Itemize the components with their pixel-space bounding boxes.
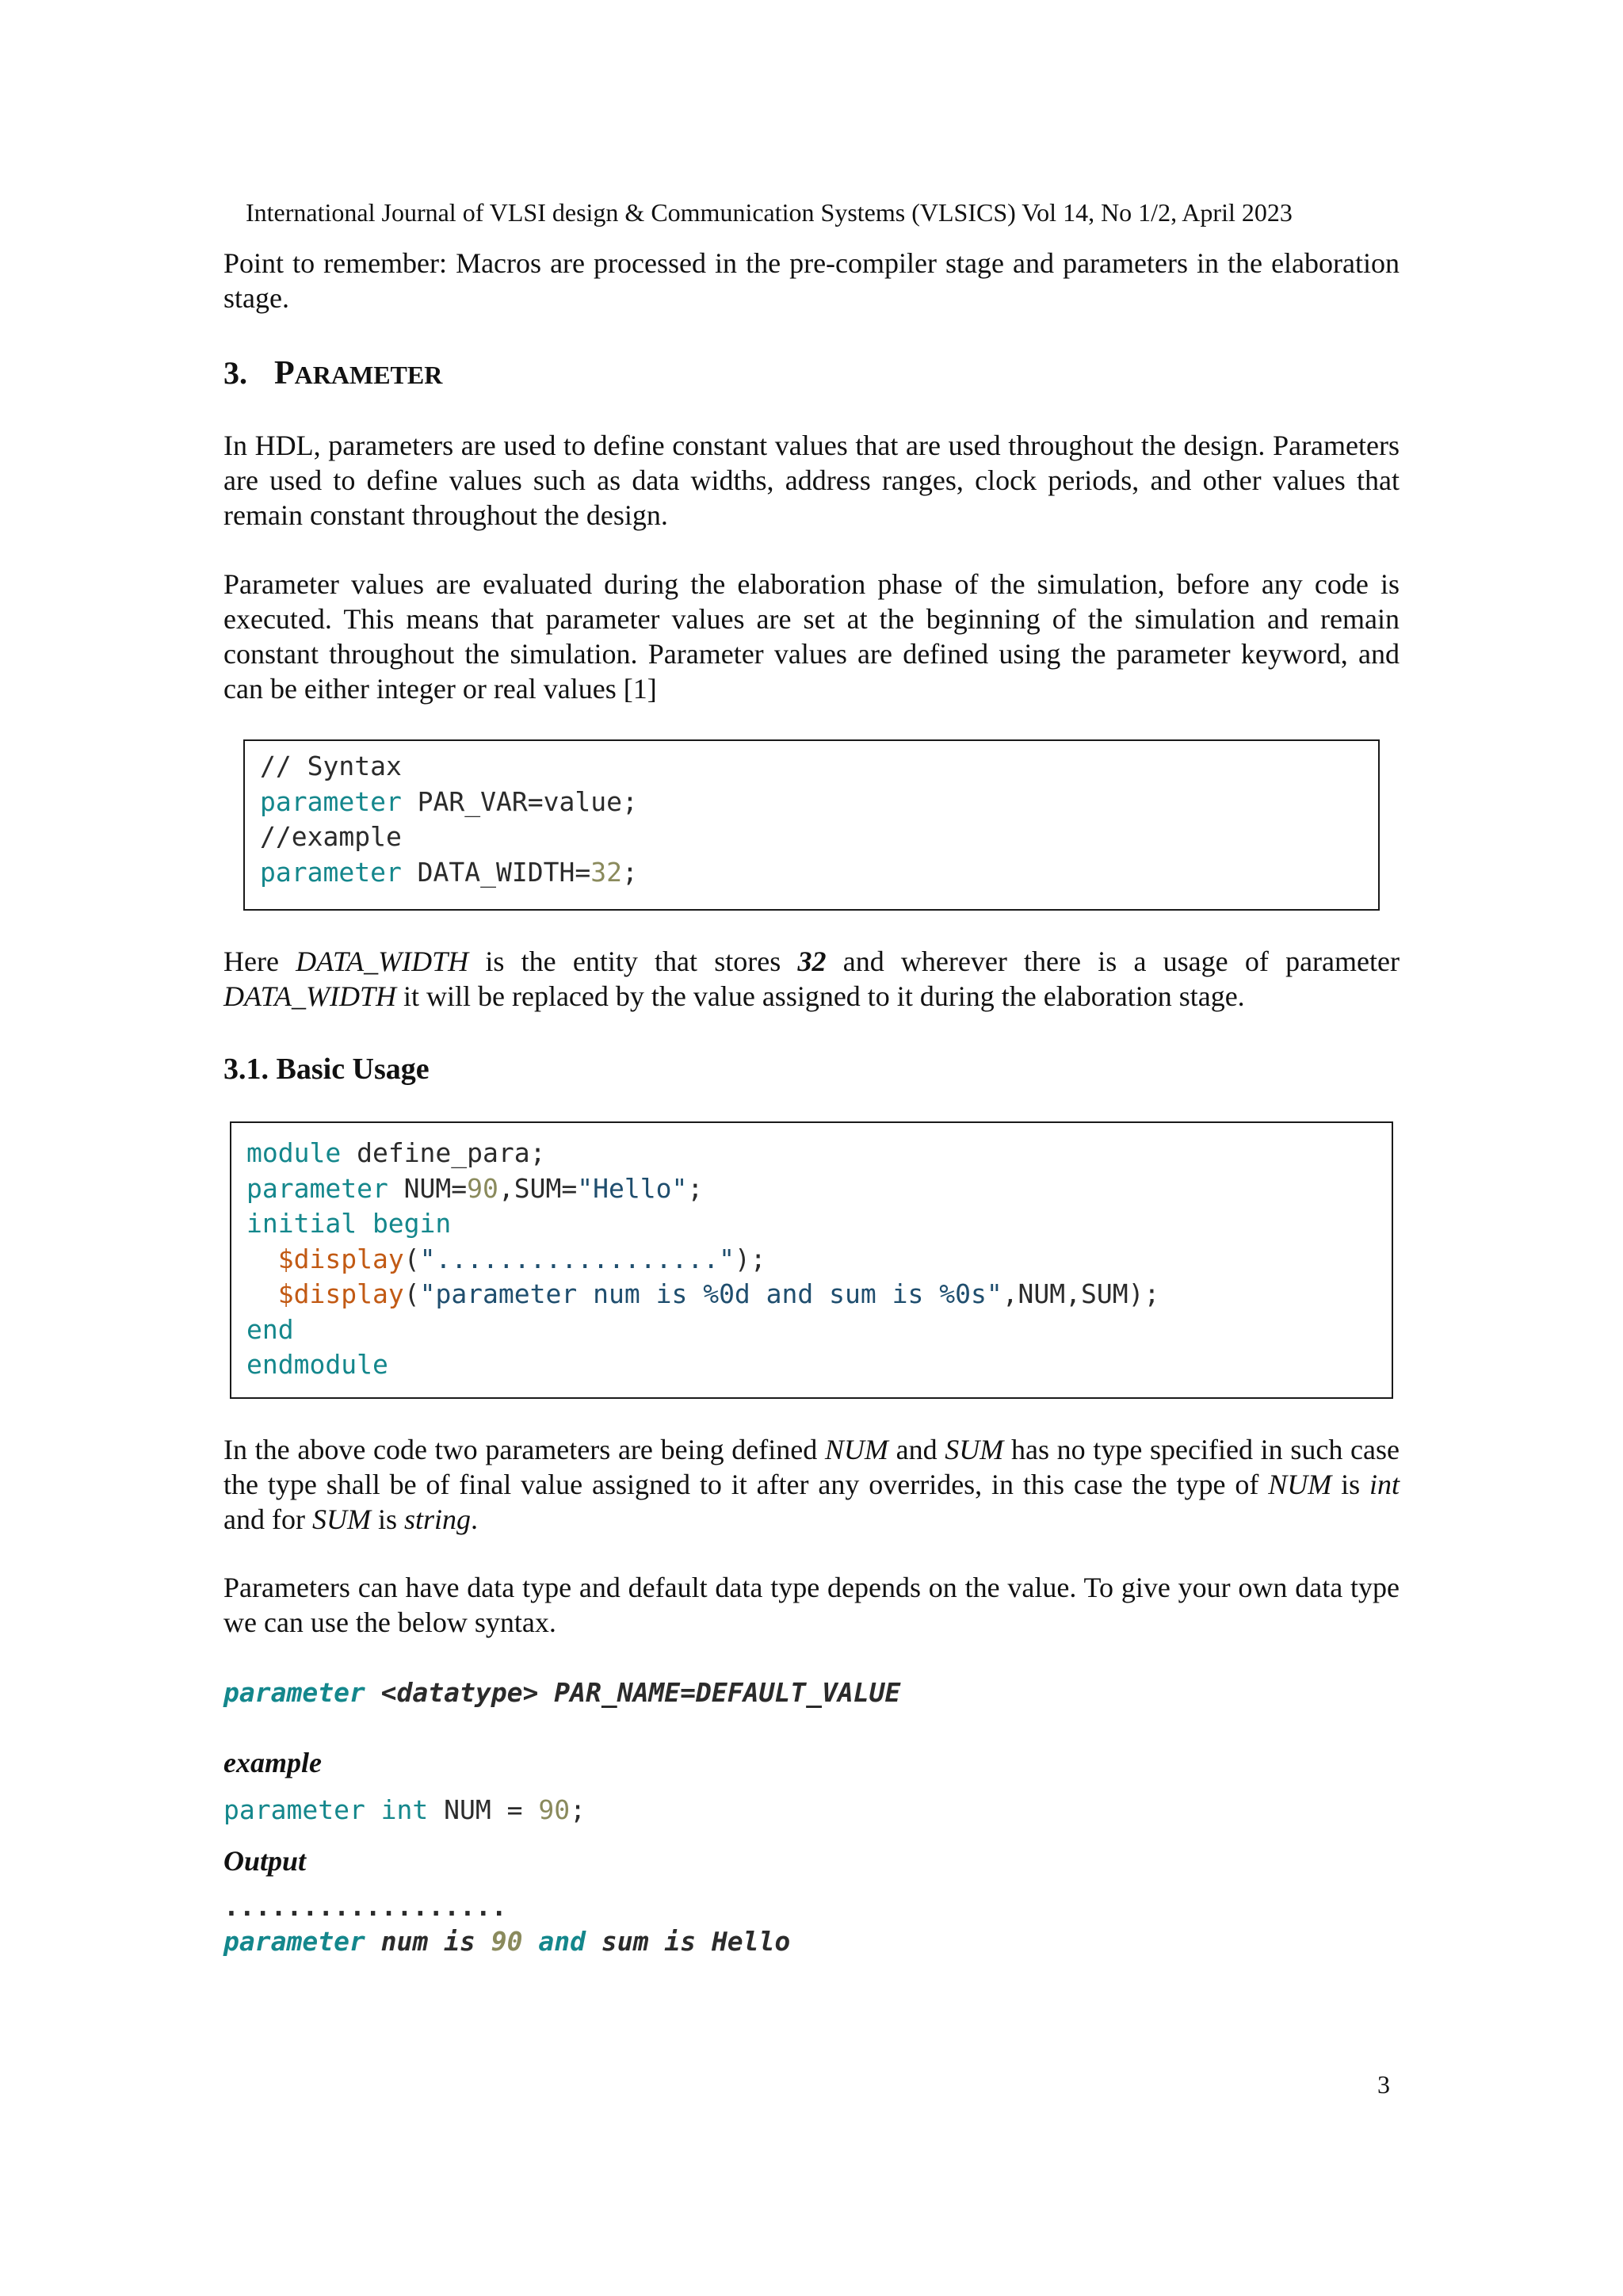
- explain-paragraph-2: [223, 1432, 1400, 1537]
- text-run: is: [1331, 1469, 1369, 1500]
- section-heading: [223, 353, 442, 395]
- code-text: define_para;: [341, 1137, 546, 1168]
- italic-term: NUM: [1268, 1469, 1332, 1500]
- text-run: and wherever there is a usage of parameter: [826, 946, 1400, 977]
- text-run: is: [370, 1503, 404, 1535]
- subsection-heading: 3.1. Basic Usage: [223, 1052, 430, 1086]
- code-keyword: parameter: [223, 1926, 365, 1957]
- italic-term: int: [1369, 1469, 1400, 1500]
- code-keyword: parameter: [223, 1677, 365, 1708]
- code-line: [260, 749, 1378, 785]
- code-text: (: [403, 1243, 420, 1274]
- code-comment: //example: [260, 821, 402, 852]
- code-keyword: parameter: [246, 1172, 388, 1204]
- text-run: has no type specified in such case the type shall be of final value assigned to it after any overrides, in this case the type of: [223, 1434, 1400, 1500]
- output-result-line: [223, 1924, 790, 1959]
- code-text: NUM =: [428, 1794, 539, 1825]
- example-label: example: [223, 1747, 322, 1778]
- running-header: International Journal of VLSI design & Communication Systems (VLSICS) Vol 14, No 1/2, April 2023: [246, 198, 1293, 227]
- code-number: 90: [538, 1794, 571, 1825]
- code-string: "parameter num is %0d and sum is %0s": [419, 1278, 1002, 1309]
- code-string: "..................": [419, 1243, 735, 1274]
- output-label: Output: [223, 1845, 307, 1877]
- code-text: DATA_WIDTH=: [401, 856, 591, 888]
- code-keyword: end: [246, 1313, 294, 1345]
- text-run: is the entity that stores: [468, 946, 798, 977]
- code-text: [523, 1926, 539, 1957]
- italic-term: SUM: [311, 1503, 371, 1535]
- code-text: (: [403, 1278, 420, 1309]
- page-number: 3: [1377, 2070, 1390, 2099]
- code-text: ,SUM=: [498, 1172, 578, 1204]
- code-keyword: parameter: [260, 856, 402, 888]
- remember-paragraph: Point to remember: Macros are processed in the pre-compiler stage and parameters in the elaboration stage.: [223, 247, 1400, 314]
- basic-usage-code-block: [230, 1121, 1393, 1399]
- code-line: [246, 1242, 1392, 1278]
- section-title-initial: P: [274, 355, 295, 392]
- code-line: [246, 1277, 1392, 1312]
- code-line: [246, 1312, 1392, 1348]
- code-keyword: endmodule: [246, 1349, 388, 1380]
- code-text: sum is Hello: [586, 1926, 791, 1957]
- code-keyword: parameter: [260, 785, 402, 817]
- code-line: [260, 819, 1378, 855]
- bold-italic-value: 32: [797, 946, 827, 977]
- code-text: ;: [570, 1794, 586, 1825]
- code-keyword: and: [538, 1926, 586, 1957]
- code-text: );: [734, 1243, 766, 1274]
- code-line: [260, 855, 1378, 891]
- code-line: [246, 1136, 1392, 1171]
- syntax-code-block: [243, 739, 1380, 911]
- code-text: num is: [365, 1926, 491, 1957]
- code-line: [246, 1206, 1392, 1242]
- code-text: NUM=: [388, 1172, 468, 1204]
- code-indent: [246, 1244, 278, 1274]
- text-run: Here: [223, 946, 296, 977]
- explain-paragraph-1: [223, 944, 1400, 1014]
- code-text: <datatype> PAR_NAME=DEFAULT_VALUE: [365, 1677, 901, 1708]
- code-text: ,NUM,SUM);: [1002, 1278, 1160, 1309]
- code-indent: [246, 1278, 278, 1309]
- code-line: [246, 1171, 1392, 1207]
- text-run: and for: [223, 1503, 312, 1535]
- datatype-syntax-line: [223, 1675, 900, 1710]
- code-string: "Hello": [577, 1172, 688, 1204]
- code-comment: // Syntax: [260, 751, 402, 781]
- code-text: ;: [621, 856, 638, 888]
- italic-term: string: [403, 1503, 472, 1535]
- code-text: ;: [687, 1172, 704, 1204]
- code-number: 90: [467, 1172, 498, 1204]
- output-dots-line: ..................: [223, 1891, 507, 1922]
- text-run: .: [471, 1503, 479, 1535]
- italic-term: NUM: [824, 1434, 888, 1465]
- code-keyword: parameter int: [223, 1794, 429, 1825]
- explain-paragraph-3: Parameters can have data type and default data type depends on the value. To give your own data type we can use the below syntax.: [223, 1572, 1400, 1638]
- italic-term: DATA_WIDTH: [296, 946, 469, 977]
- text-run: it will be replaced by the value assigned to it during the elaboration stage.: [396, 980, 1245, 1012]
- section-number: 3.: [223, 355, 247, 391]
- code-text: PAR_VAR=value;: [401, 785, 638, 817]
- text-run: In the above code two parameters are being defined: [223, 1434, 825, 1465]
- code-line: [246, 1347, 1392, 1383]
- section-title-rest: ARAMETER: [294, 361, 443, 389]
- section-paragraph-1: In HDL, parameters are used to define constant values that are used throughout the design. Parameters are used to define values such as data widths, address ranges, clock periods, and other values that remain constant throughout the design.: [223, 430, 1400, 531]
- code-line: [260, 785, 1378, 820]
- section-paragraph-2: Parameter values are evaluated during the elaboration phase of the simulation, before any code is executed. This means that parameter values are set at the beginning of the simulation and remain constant throughout the simulation. Parameter values are defined using the parameter keyword, and can be either integer or real values [1]: [223, 568, 1400, 705]
- italic-term: DATA_WIDTH: [223, 980, 396, 1012]
- code-number: 90: [491, 1926, 523, 1957]
- code-keyword: module: [246, 1137, 342, 1168]
- example-code-line: [223, 1793, 586, 1828]
- italic-term: SUM: [945, 1434, 1004, 1465]
- code-keyword: initial begin: [246, 1208, 452, 1239]
- code-system-task: $display: [277, 1243, 404, 1274]
- code-number: 32: [590, 856, 622, 888]
- code-system-task: $display: [277, 1278, 404, 1309]
- text-run: and: [888, 1434, 945, 1465]
